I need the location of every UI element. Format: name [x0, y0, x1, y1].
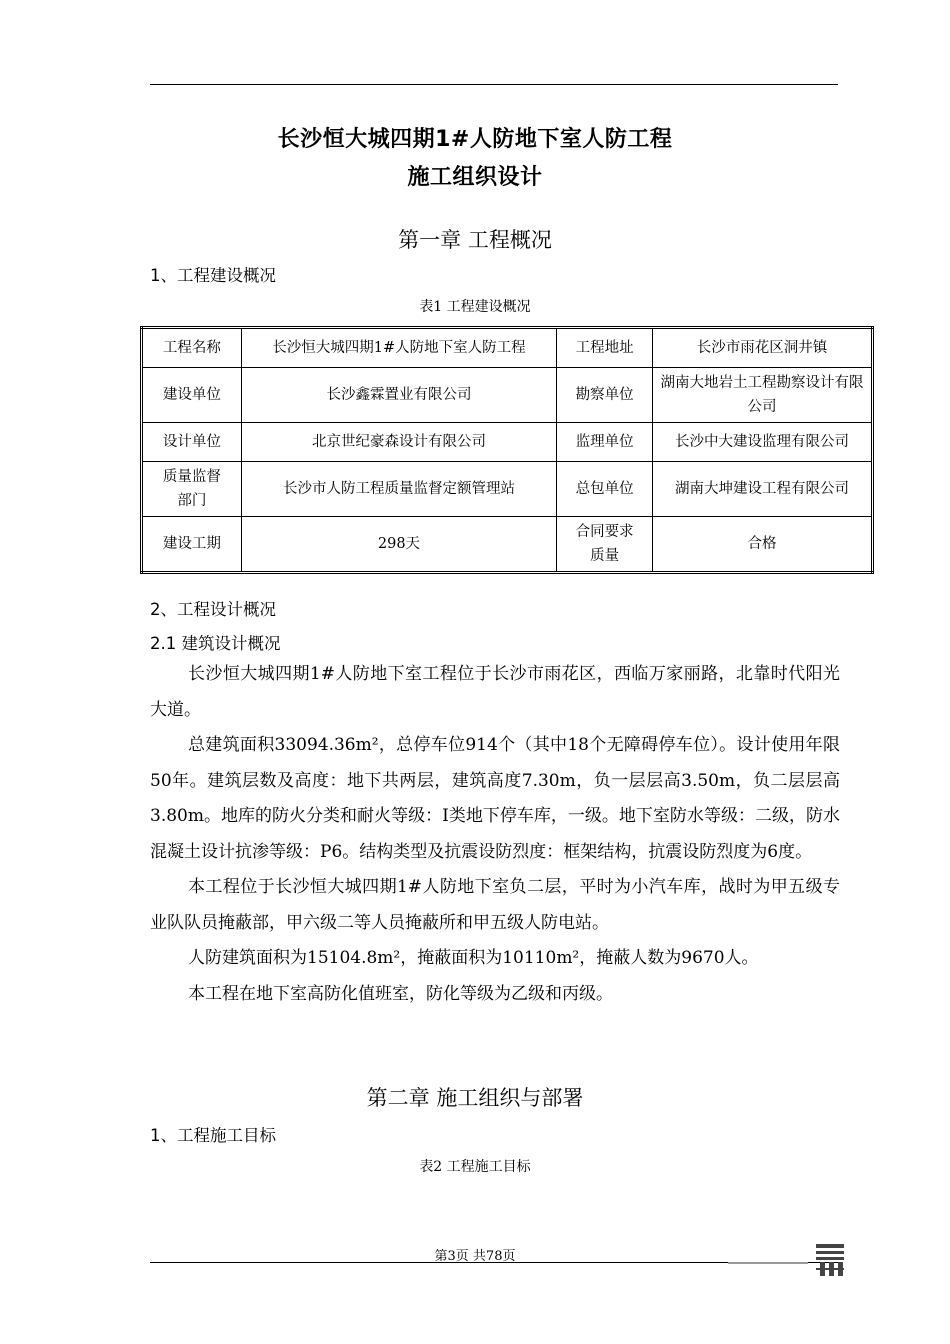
- section-heading: 1、工程建设概况: [150, 266, 276, 285]
- table-row: [142, 423, 873, 462]
- table-cell: 工程名称: [142, 328, 242, 368]
- section-heading: 1、工程施工目标: [150, 1126, 276, 1145]
- table-cell: 勘察单位: [557, 368, 653, 423]
- table-cell: 长沙中大建设监理有限公司: [652, 423, 872, 462]
- paragraph: 总建筑面积33094.36m²，总停车位914个（其中18个无障碍停车位）。设计使用年限50年。建筑层数及高度：地下共两层，建筑高度7.30m，负一层层高3.50m，负二层层高3.80m。地库的防火分类和耐火等级：I类地下停车库，一级。地下室防水等级：二级，防水混凝土设计抗渗等级：P6。结构类型及抗震设防烈度：框架结构，抗震设防烈度为6度。: [150, 735, 840, 862]
- table-cell: 298天: [241, 517, 557, 573]
- table-caption: 表1 工程建设概况: [419, 299, 531, 315]
- table-cell: 建设单位: [142, 368, 242, 423]
- paragraph: 本工程位于长沙恒大城四期1#人防地下室负二层，平时为小汽车库，战时为甲五级专业队队员掩蔽部，甲六级二等人员掩蔽所和甲五级人防电站。: [150, 877, 840, 933]
- table-cell: 合同要求质量: [557, 517, 653, 573]
- table-cell: 质量监督部门: [142, 462, 242, 517]
- document-subtitle: 施工组织设计: [407, 165, 543, 190]
- table-cell: 北京世纪豪森设计有限公司: [241, 423, 557, 462]
- paragraph: 本工程在地下室高防化值班室，防化等级为乙级和丙级。: [188, 983, 613, 1004]
- header-rule: [150, 84, 838, 85]
- watermark-logo-icon: [728, 1242, 848, 1278]
- body-text: [150, 657, 840, 1012]
- table-cell: 长沙恒大城四期1#人防地下室人防工程: [241, 328, 557, 368]
- table-cell: 长沙市人防工程质量监督定额管理站: [241, 462, 557, 517]
- chapter-heading: 第一章 工程概况: [398, 228, 552, 252]
- table-cell: 湖南大地岩土工程勘察设计有限公司: [652, 368, 872, 423]
- project-info-table: [140, 326, 874, 574]
- table-cell: 长沙鑫霖置业有限公司: [241, 368, 557, 423]
- paragraph: 人防建筑面积为15104.8m²，掩蔽面积为10110m²，掩蔽人数为9670人。: [188, 948, 759, 968]
- chapter-heading: 第二章 施工组织与部署: [366, 1086, 584, 1110]
- table-cell: 设计单位: [142, 423, 242, 462]
- table-cell: 湖南大坤建设工程有限公司: [652, 462, 872, 517]
- table-cell: 建设工期: [142, 517, 242, 573]
- section-heading: 2、工程设计概况: [150, 600, 276, 619]
- page-footer: 第3页 共78页: [434, 1249, 516, 1264]
- table-cell: 工程地址: [557, 328, 653, 368]
- table-row: [142, 328, 873, 368]
- document-title: 长沙恒大城四期1#人防地下室人防工程: [277, 127, 673, 152]
- table-cell: 合格: [652, 517, 872, 573]
- table-row: [142, 462, 873, 517]
- table-cell: 长沙市雨花区洞井镇: [652, 328, 872, 368]
- table-cell: 监理单位: [557, 423, 653, 462]
- table-cell: 总包单位: [557, 462, 653, 517]
- table-row: [142, 368, 873, 423]
- paragraph: 长沙恒大城四期1#人防地下室工程位于长沙市雨花区，西临万家丽路，北靠时代阳光大道。: [150, 664, 840, 720]
- table-caption: 表2 工程施工目标: [419, 1159, 531, 1175]
- subsection-heading: 2.1 建筑设计概况: [150, 634, 281, 653]
- table-row: [142, 517, 873, 573]
